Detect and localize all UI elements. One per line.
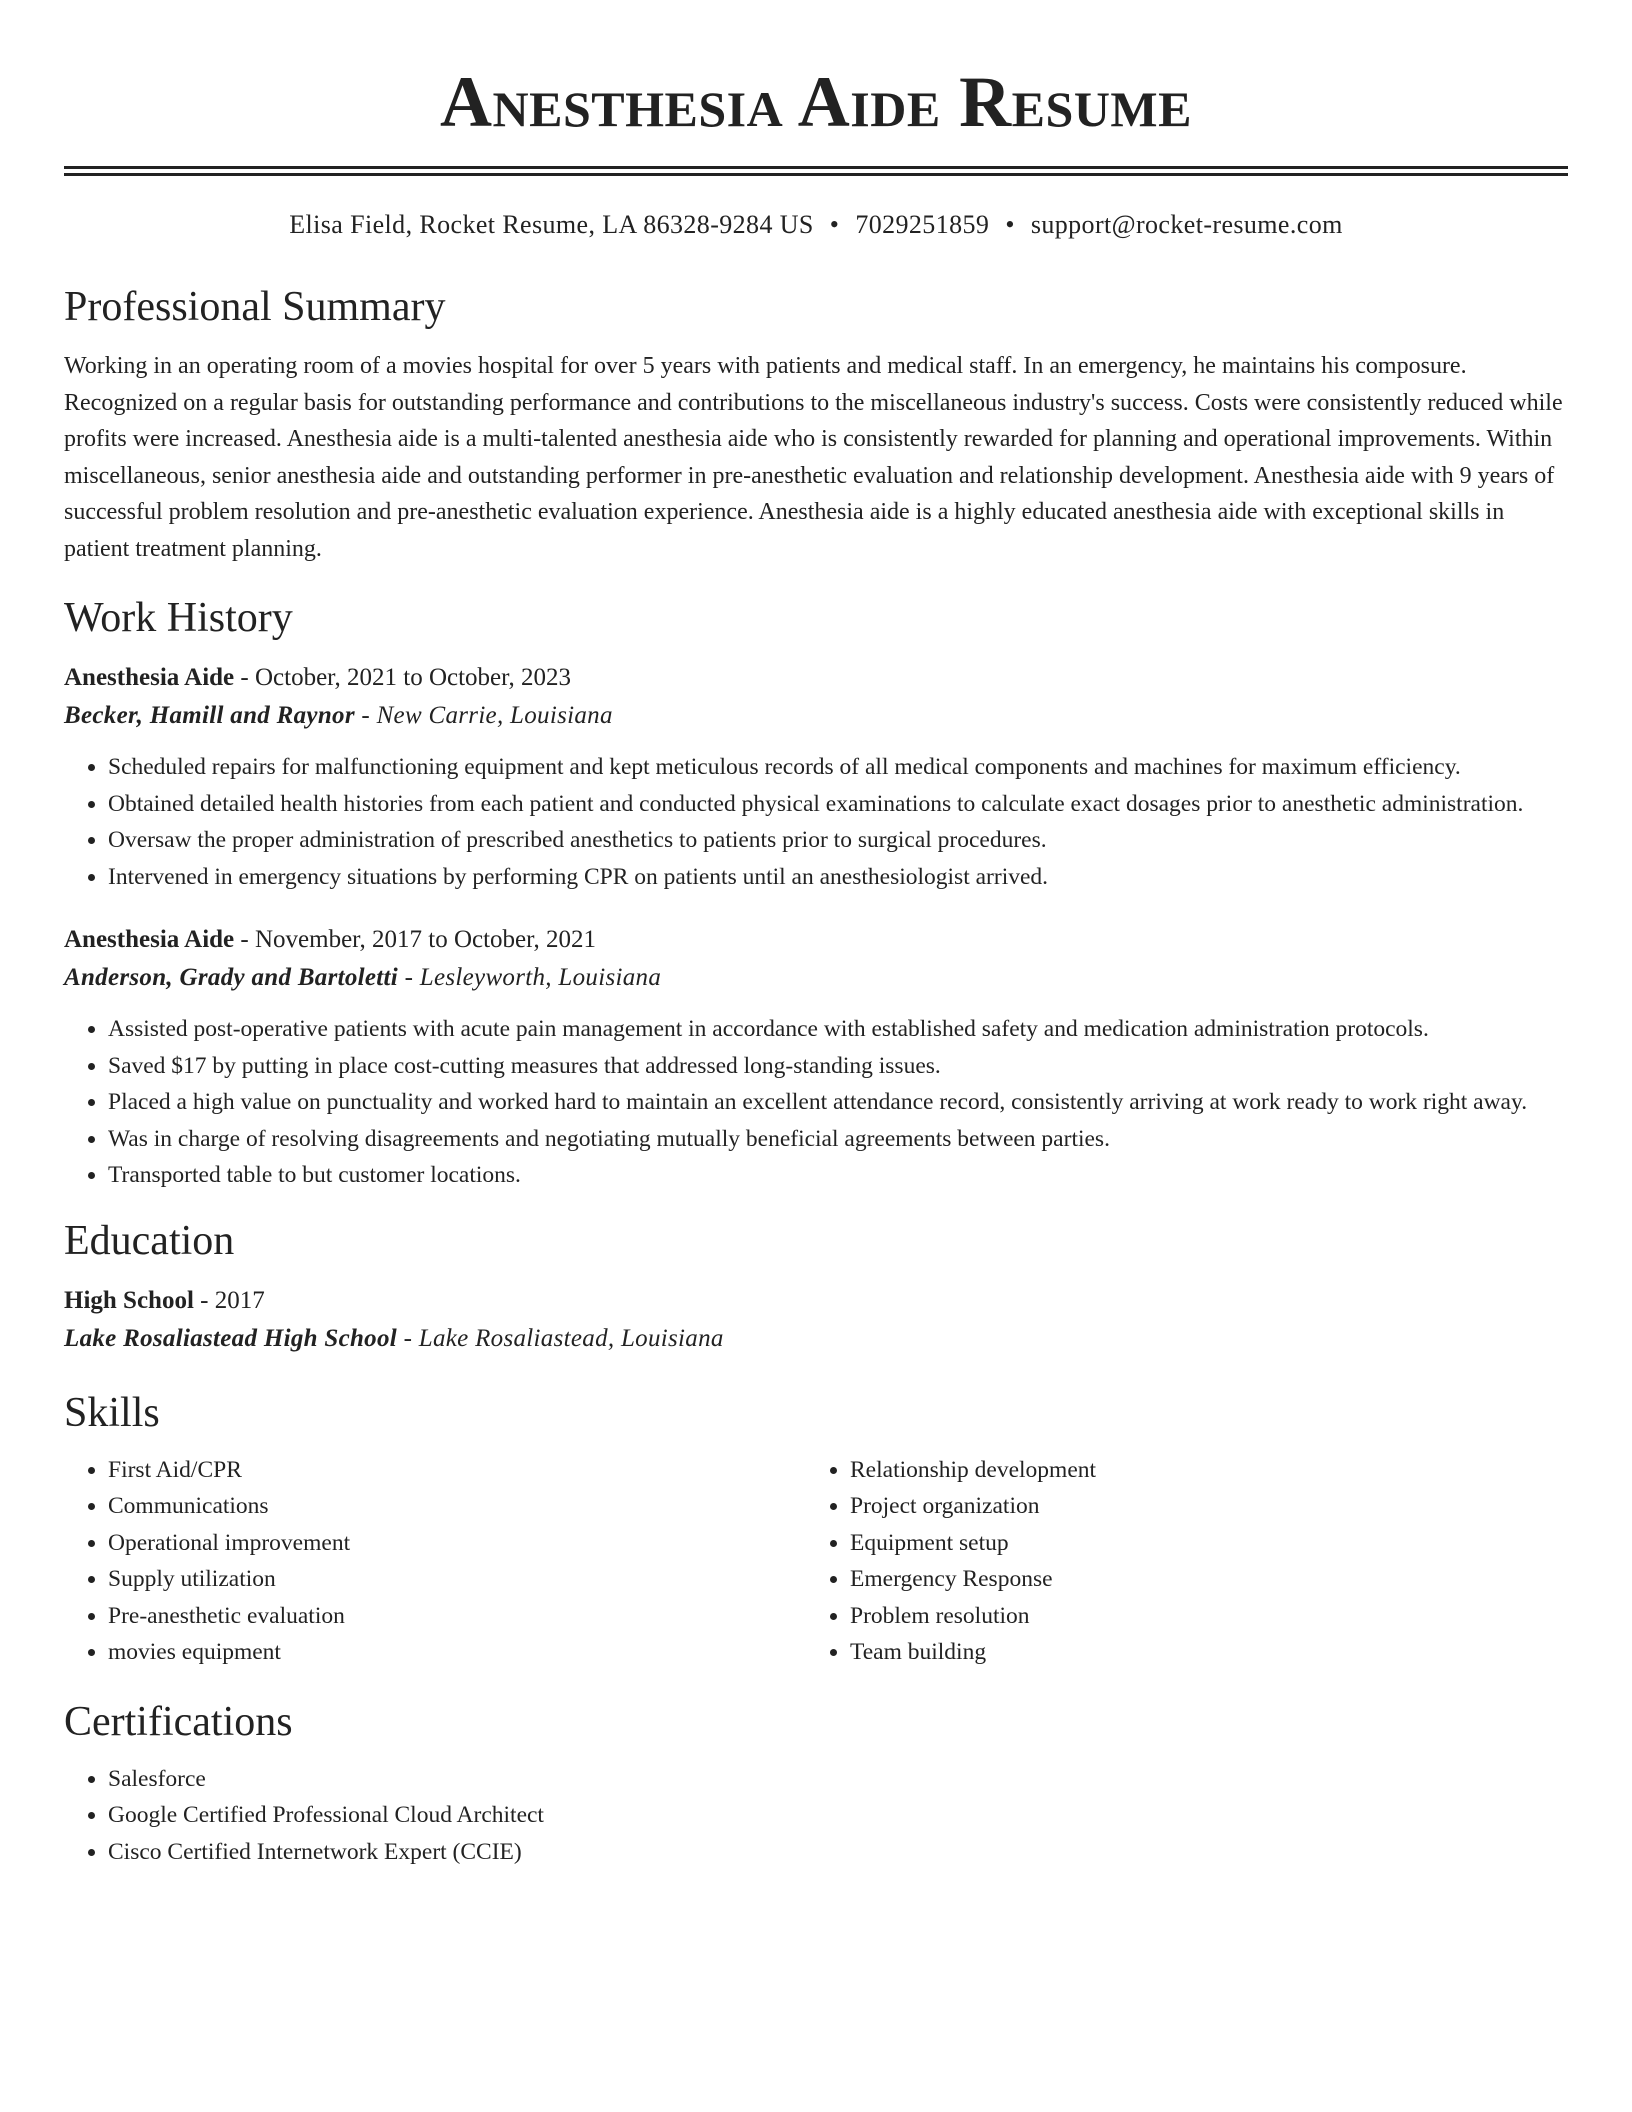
job-role: Anesthesia Aide [64,664,235,691]
job-bullets [64,1011,1568,1194]
contact-separator: • [829,210,840,239]
job-company-line [64,959,1568,997]
list-item: • Google Certified Professional Cloud Architect [108,1797,1568,1834]
list-item: • Intervened in emergency situations by performing CPR on patients until an anesthesiologist arrived. [108,859,1568,896]
job-dates: - November, 2017 to October, 2021 [234,926,596,953]
list-item: • Supply utilization [108,1561,806,1598]
skills-column-left [64,1452,806,1671]
list-item: • Cisco Certified Internetwork Expert (CCIE) [108,1834,1568,1871]
section-title-education: Education [64,1217,235,1264]
job-role: Anesthesia Aide [64,926,235,953]
list-item: • First Aid/CPR [108,1452,806,1489]
skills-column-right [806,1452,1548,1671]
job-header [64,921,1568,959]
list-item: • Saved $17 by putting in place cost-cutting measures that addressed long-standing issues. [108,1048,1568,1085]
section-title-certifications: Certifications [64,1698,293,1745]
list-item: • Transported table to but customer locations. [108,1157,1568,1194]
contact-line [64,208,1568,242]
job-company: Becker, Hamill and Raynor [64,702,355,729]
section-title-summary: Professional Summary [64,284,446,330]
education-school-line [64,1320,1568,1358]
job-location: - New Carrie, Louisiana [354,702,613,729]
list-item: • Problem resolution [850,1598,1548,1635]
list-item: • Pre-anesthetic evaluation [108,1598,806,1635]
contact-email: support@rocket-resume.com [1030,210,1343,239]
list-item: • Was in charge of resolving disagreements and negotiating mutually beneficial agreements between parties. [108,1121,1568,1158]
education-location: - Lake Rosaliastead, Louisiana [397,1324,724,1352]
job-entry [64,659,1568,895]
list-item: • Team building [850,1634,1548,1671]
list-item: • Project organization [850,1488,1548,1525]
education-year: - 2017 [193,1286,265,1314]
list-item: • Assisted post-operative patients with acute pain management in accordance with established safety and medication administration protocols. [108,1011,1568,1048]
job-entry [64,921,1568,1194]
job-bullets [64,749,1568,895]
list-item: • Scheduled repairs for malfunctioning equipment and kept meticulous records of all medical components and machines for maximum efficiency. [108,749,1568,786]
list-item: • Relationship development [850,1452,1548,1489]
education-school: Lake Rosaliastead High School [64,1324,398,1352]
list-item: • Emergency Response [850,1561,1548,1598]
job-dates: - October, 2021 to October, 2023 [234,664,571,691]
job-company-line [64,697,1568,735]
list-item: • Placed a high value on punctuality and worked hard to maintain an excellent attendance record, consistently arriving at work ready to work right away. [108,1084,1568,1121]
job-header [64,659,1568,697]
education-header [64,1282,1568,1320]
list-item: • Communications [108,1488,806,1525]
list-item: • Equipment setup [850,1525,1548,1562]
contact-phone: 7029251859 [855,210,990,239]
summary-text: Working in an operating room of a movies hospital for over 5 years with patients and medical staff. In an emergency, he maintains his composure. Recognized on a regular basis for outstanding performance and contributions to the miscellaneous industry's success. Costs were consistently reduced while profits were increased. Anesthesia aide is a multi-talented anesthesia aide who is consistently rewarded for planning and operational improvements. Within miscellaneous, senior anesthesia aide and outstanding performer in pre-anesthetic evaluation and relationship development. Anesthesia aide with 9 years of successful problem resolution and pre-anesthetic evaluation experience. Anesthesia aide is a highly educated anesthesia aide with exceptional skills in patient treatment planning. [64,353,1563,562]
list-item: • movies equipment [108,1634,806,1671]
title-double-rule [64,166,1568,176]
contact-address: Elisa Field, Rocket Resume, LA 86328-9284 US [289,210,814,239]
list-item: • Salesforce [108,1761,1568,1798]
education-degree: High School [64,1286,194,1314]
skills-grid [64,1452,1568,1671]
job-location: - Lesleyworth, Louisiana [398,964,662,991]
certifications-list [64,1761,1568,1871]
list-item: • Oversaw the proper administration of prescribed anesthetics to patients prior to surgical procedures. [108,822,1568,859]
contact-separator: • [1005,210,1015,239]
section-title-skills: Skills [64,1389,160,1436]
resume-title: Anesthesia Aide Resume [440,62,1192,142]
list-item: • Obtained detailed health histories from each patient and conducted physical examinations to calculate exact dosages prior to anesthetic administration. [108,786,1568,823]
section-title-work-history: Work History [64,595,293,641]
job-company: Anderson, Grady and Bartoletti [64,964,399,991]
list-item: • Operational improvement [108,1525,806,1562]
